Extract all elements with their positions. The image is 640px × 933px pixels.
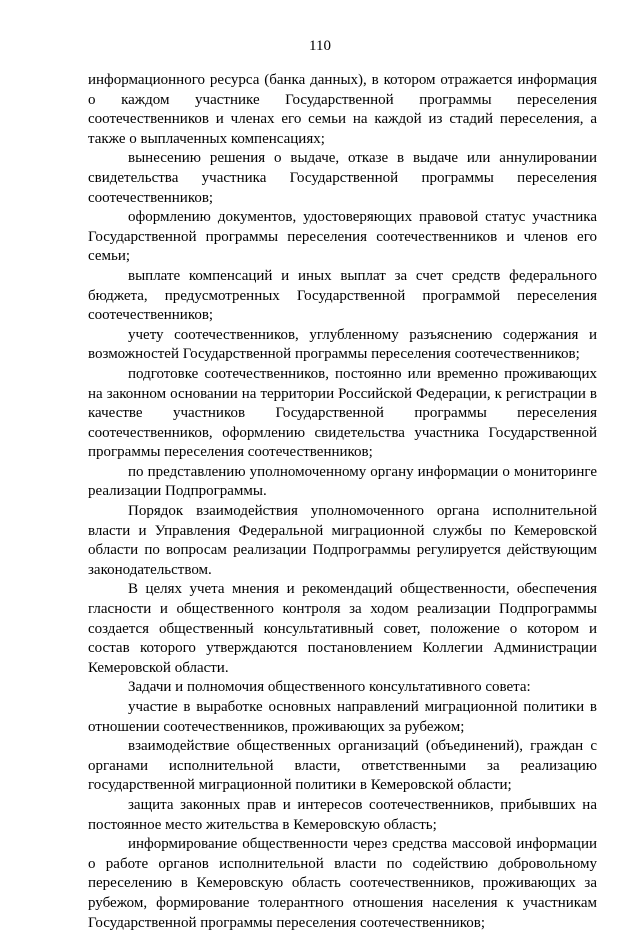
paragraph-document-registration: оформлению документов, удостоверяющих правовой статус участника Государственной программы переселения соотечественников и членов его семьи; [88,209,597,265]
paragraph-compatriot-accounting: учету соотечественников, углубленному разъяснению содержания и возможностей Государственной программы переселения соотечественников; [88,326,597,363]
paragraph-certificate-decision: вынесению решения о выдаче, отказе в выдаче или аннулировании свидетельства участника Государственной программы переселения соотечественников; [88,150,597,206]
paragraph-public-informing: информирование общественности через средства массовой информации о работе органов исполнительной власти по содействию добровольному переселению в Кемеровскую область соотечественников, проживающих за рубежом, формирование толерантного отношения населения к участникам Государственной программы переселения соотечественников; [88,836,597,931]
paragraph-interaction-procedure: Порядок взаимодействия уполномоченного органа исполнительной власти и Управления Федеральной миграционной службы по Кемеровской области по вопросам реализации Подпрограммы регулируется действующим законодательством. [88,503,597,578]
paragraph-council-tasks-heading: Задачи и полномочия общественного консультативного совета: [128,679,531,696]
paragraph-information-resource: информационного ресурса (банка данных), в котором отражается информация о каждом участнике Государственной программы переселения соотечественников и членах его семьи на каждой из стадий переселения, а также о выплаченных компенсациях; [88,72,597,147]
paragraph-policy-participation: участие в выработке основных направлений миграционной политики в отношении соотечественников, проживающих за рубежом; [88,699,597,735]
page-number: 110 [309,38,331,54]
paragraph-organization-interaction: взаимодействие общественных организаций (объединений), граждан с органами исполнительной власти, ответственными за реализацию государственной миграционной политики в Кемеровской области; [88,738,597,794]
paragraph-monitoring-information: по представлению уполномоченному органу информации о мониторинге реализации Подпрограммы. [88,463,597,500]
paragraph-advisory-council: В целях учета мнения и рекомендаций общественности, обеспечения гласности и общественного контроля за ходом реализации Подпрограммы создается общественный консультативный совет, положение о котором и состав которого утверждаются постановлением Коллегии Администрации Кемеровской области. [88,581,597,676]
document-body [88,71,597,933]
paragraph-rights-protection: защита законных прав и интересов соотечественников, прибывших на постоянное место жительства в Кемеровскую область; [88,796,597,833]
paragraph-compatriot-preparation: подготовке соотечественников, постоянно или временно проживающих на законном основании на территории Российской Федерации, к регистрации в качестве участников Государственной программы переселения соотечественников, оформлению свидетельства участника Государственной программы переселения соотечественников; [88,365,597,461]
paragraph-compensation-payment: выплате компенсаций и иных выплат за счет средств федерального бюджета, предусмотренных Государственной программой переселения соотечественников; [88,267,597,324]
